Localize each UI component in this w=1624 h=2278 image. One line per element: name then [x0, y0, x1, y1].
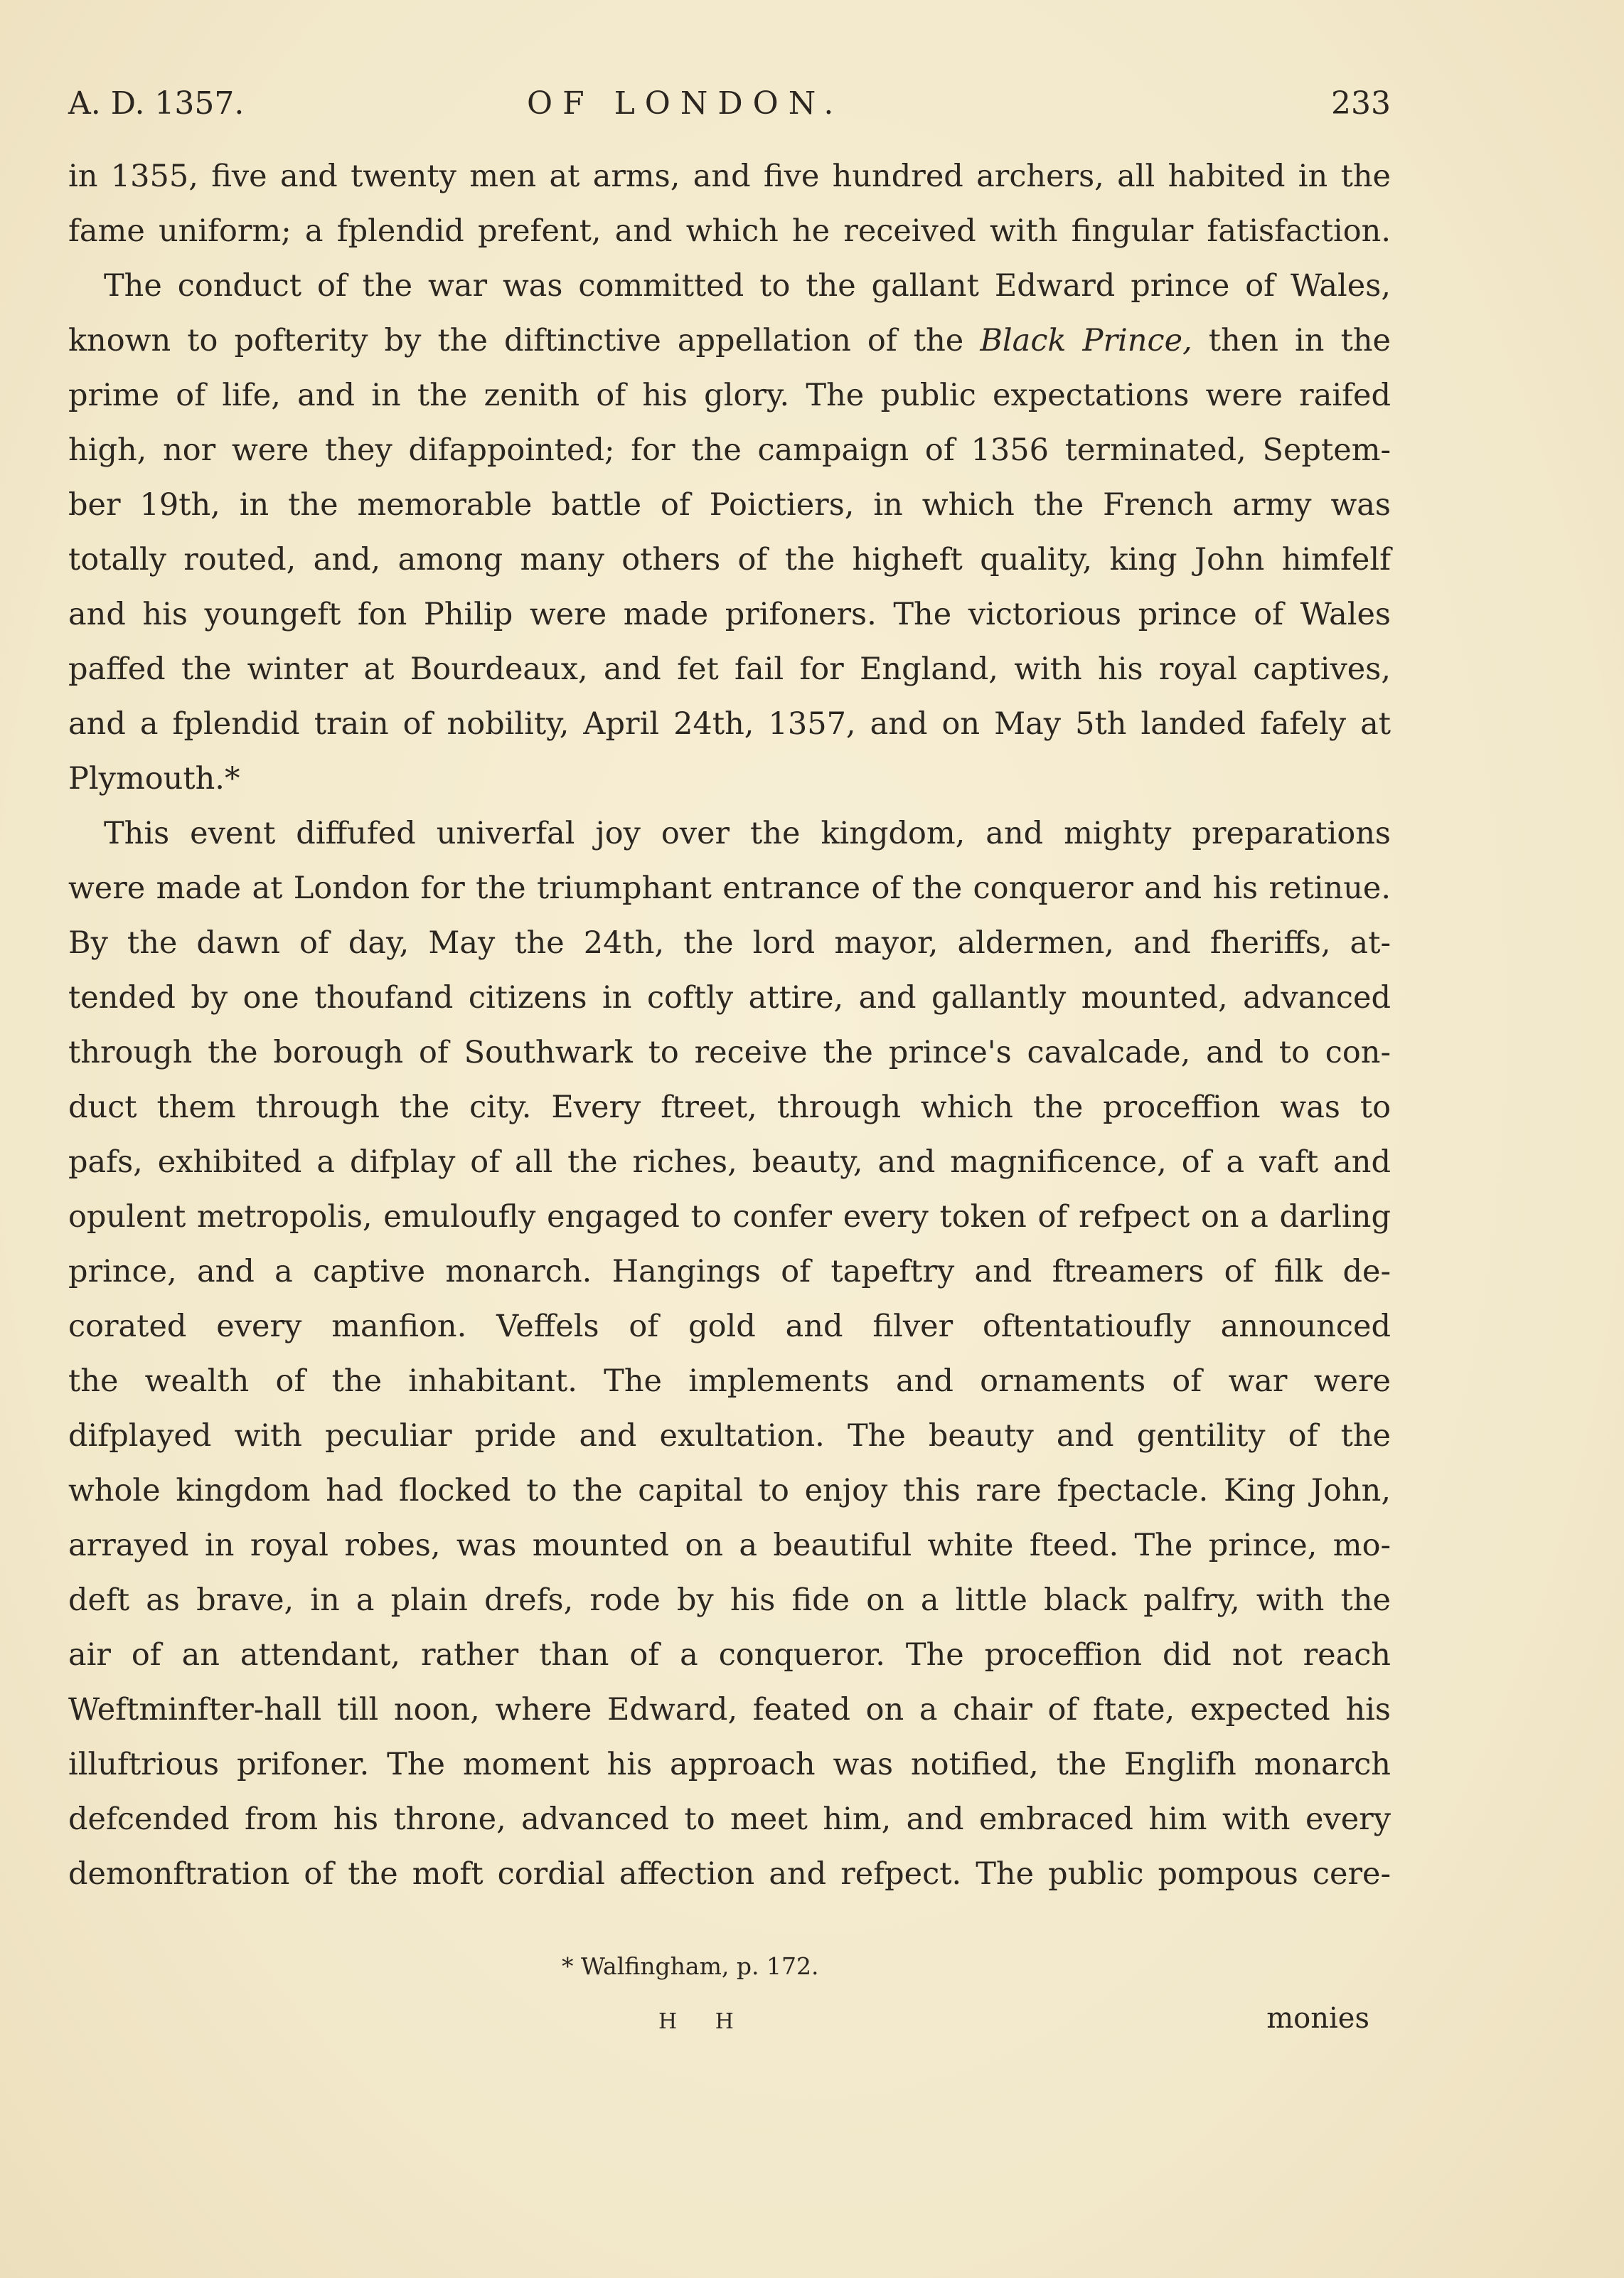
text-line: the wealth of the inhabitant. The implements and ornaments of war were — [68, 1363, 1391, 1399]
text-line: through the borough of Southwark to receive the prince's cavalcade, and to con- — [68, 1035, 1391, 1070]
text-line: Weftminfter-hall till noon, where Edward, feated on a chair of ftate, expected his — [68, 1692, 1391, 1728]
header-year: A. D. 1357. — [68, 85, 245, 122]
text-line: prime of life, and in the zenith of his glory. The public expectations were raifed — [68, 378, 1391, 413]
catchword: monies — [1266, 2002, 1369, 2035]
text-line: defcended from his throne, advanced to meet him, and embraced him with every — [68, 1801, 1391, 1837]
text-line: ber 19th, in the memorable battle of Poictiers, in which the French army was — [68, 487, 1391, 523]
text-line: and his youngeft fon Philip were made prifoners. The victorious prince of Wales — [68, 597, 1391, 632]
text-line: high, nor were they difappointed; for the campaign of 1356 terminated, Septem- — [68, 432, 1391, 468]
italic-phrase: Black Prince, — [980, 323, 1192, 358]
text-line: totally routed, and, among many others of the higheft quality, king John himfelf — [68, 542, 1391, 578]
text-line: were made at London for the triumphant entrance of the conqueror and his retinue. — [68, 871, 1391, 906]
text-line: opulent metropolis, emuloufly engaged to confer every token of refpect on a darling — [68, 1199, 1391, 1235]
text-line: duct them through the city. Every ftreet, through which the proceffion was to — [68, 1090, 1391, 1125]
text-line: prince, and a captive monarch. Hangings of tapeftry and ftreamers of filk de- — [68, 1254, 1391, 1289]
text-line: difplayed with peculiar pride and exultation. The beauty and gentility of the — [68, 1418, 1391, 1454]
text-line: arrayed in royal robes, was mounted on a beautiful white fteed. The prince, mo- — [68, 1528, 1391, 1563]
text-line: pafs, exhibited a difplay of all the riches, beauty, and magnificence, of a vaft and — [68, 1144, 1391, 1180]
text-line: fame uniform; a fplendid prefent, and which he received with fingular fatisfaction. — [68, 213, 1391, 249]
text-line: in 1355, five and twenty men at arms, and five hundred archers, all habited in the — [68, 159, 1391, 194]
text-line: paffed the winter at Bourdeaux, and fet fail for England, with his royal captives, — [68, 651, 1391, 687]
footnote: * Walfingham, p. 172. — [562, 1952, 819, 1980]
text-line: whole kingdom had flocked to the capital to enjoy this rare fpectacle. King John, — [68, 1473, 1391, 1508]
signature-mark: H H — [658, 2009, 749, 2034]
running-header — [68, 85, 1391, 135]
body-text — [68, 149, 1391, 1902]
header-title: OF LONDON. — [527, 85, 844, 122]
page-footer — [68, 2002, 1391, 2052]
text-line-italic: known to pofterity by the diftinctive appellation of the Black Prince, then in the — [68, 323, 1391, 358]
text-line: air of an attendant, rather than of a conqueror. The proceffion did not reach — [68, 1637, 1391, 1673]
text-line: The conduct of the war was committed to the gallant Edward prince of Wales, — [104, 268, 1391, 304]
text-line: Plymouth.* — [68, 761, 240, 797]
text-line: By the dawn of day, May the 24th, the lord mayor, aldermen, and fheriffs, at- — [68, 925, 1391, 961]
text-line: This event diffufed univerfal joy over the kingdom, and mighty preparations — [104, 816, 1391, 851]
text-line: deft as brave, in a plain drefs, rode by his fide on a little black palfry, with the — [68, 1582, 1391, 1618]
text-line: and a fplendid train of nobility, April 24th, 1357, and on May 5th landed fafely at — [68, 706, 1391, 742]
text-line: demonftration of the moft cordial affection and refpect. The public pompous cere- — [68, 1856, 1391, 1892]
text-line: illuftrious prifoner. The moment his approach was notified, the Englifh monarch — [68, 1747, 1391, 1782]
text-line: tended by one thoufand citizens in coftly attire, and gallantly mounted, advanced — [68, 980, 1391, 1016]
text-line: corated every manfion. Veffels of gold and filver oftentatioufly announced — [68, 1309, 1391, 1344]
page-number: 233 — [1331, 85, 1391, 122]
